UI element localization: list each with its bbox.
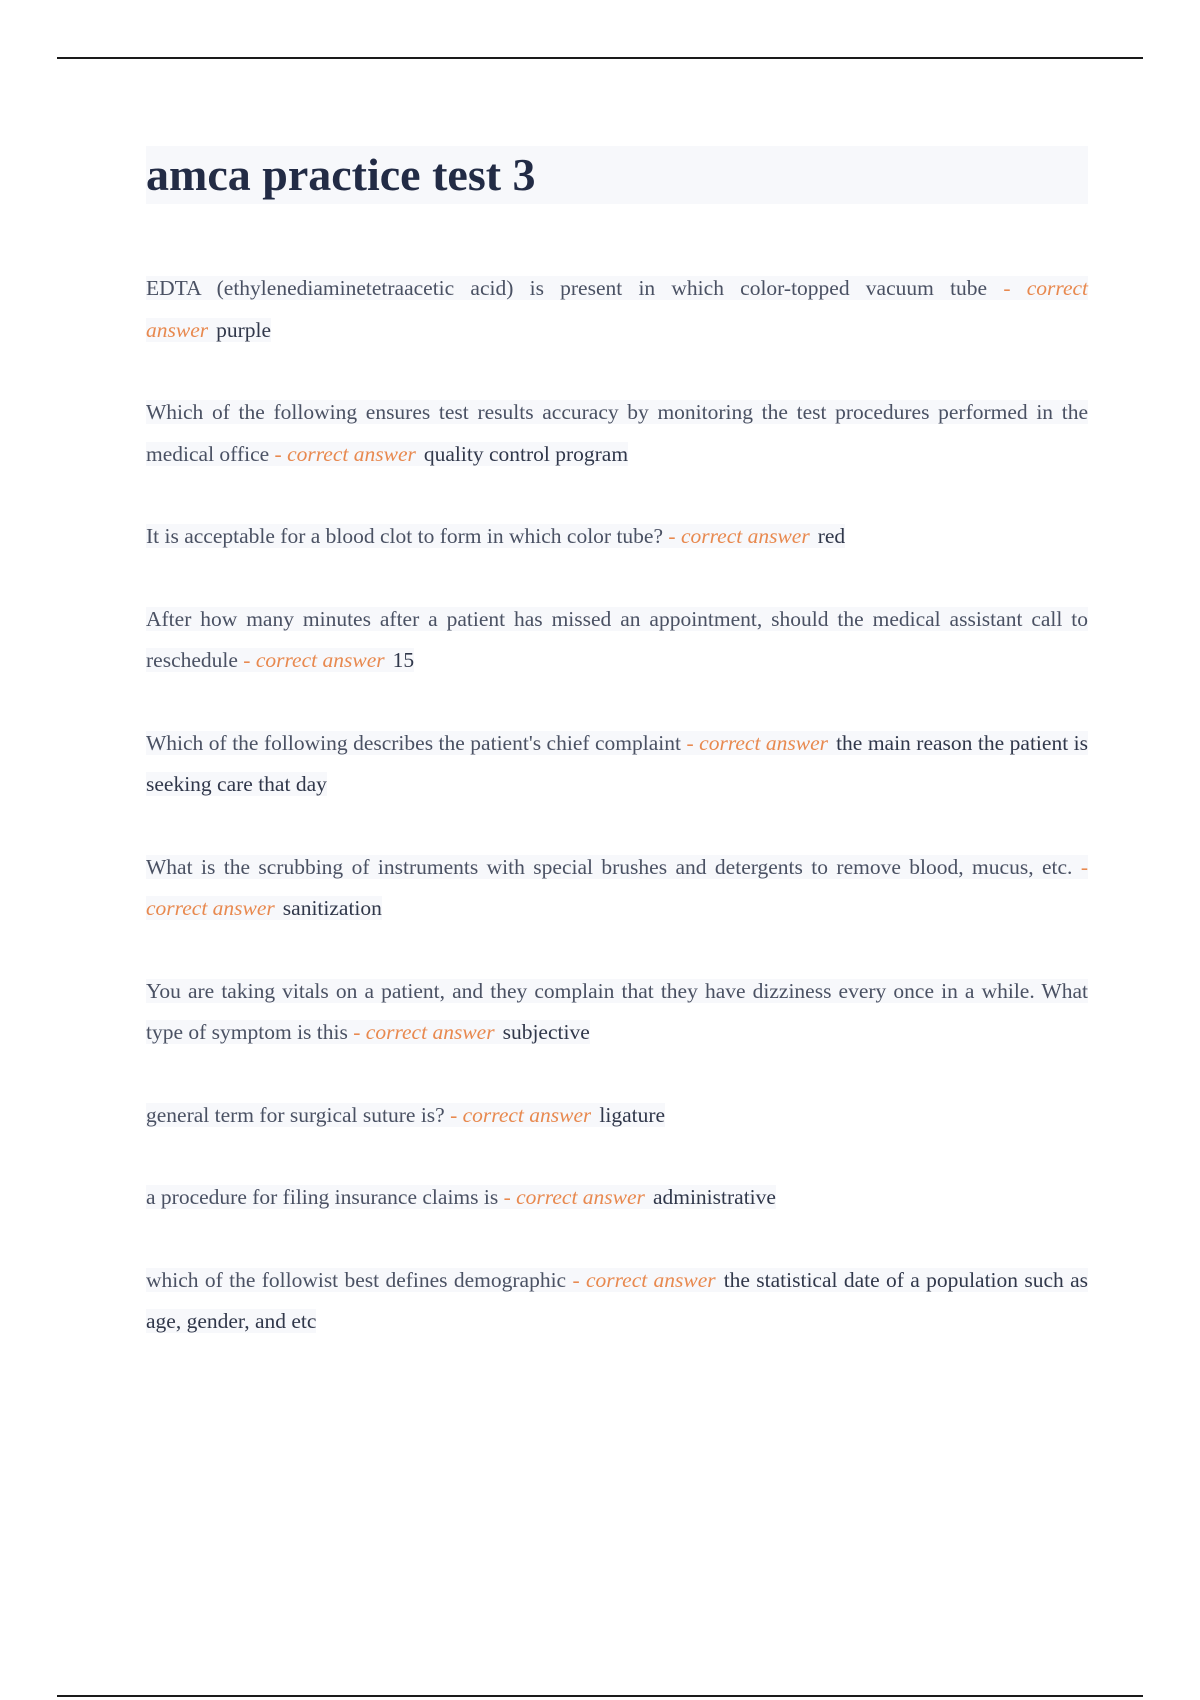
qa-item-7 — [146, 971, 1088, 1054]
qa-item-2 — [146, 392, 1088, 475]
correct-answer-tag: - correct answer — [353, 1020, 495, 1044]
answer-text: sanitization — [275, 896, 382, 920]
correct-answer-tag: - correct answer — [572, 1267, 716, 1292]
answer-text: administrative — [645, 1185, 776, 1209]
correct-answer-tag: - correct answer — [274, 441, 416, 466]
question-text: a procedure for filing insurance claims is — [146, 1185, 499, 1209]
qa-item-1 — [146, 268, 1088, 351]
question-text: general term for surgical suture is? — [146, 1102, 445, 1127]
answer-text: quality control program — [416, 442, 628, 466]
correct-answer-tag: - correct answer — [450, 1102, 592, 1127]
question-text: It is acceptable for a blood clot to form in which color tube? — [146, 524, 664, 548]
answer-text: purple — [208, 318, 271, 342]
correct-answer-tag: - correct answer — [686, 730, 829, 755]
correct-answer-tag: - correct answer — [146, 276, 1089, 342]
qa-list — [146, 268, 1088, 1343]
answer-text: subjective — [495, 1020, 590, 1044]
question-text: which of the followist best defines demographic — [146, 1267, 567, 1292]
qa-item-5 — [146, 723, 1088, 806]
question-text: Which of the following describes the patient's chief complaint — [146, 730, 681, 755]
page-bottom-rule — [57, 1695, 1143, 1697]
correct-answer-tag: - correct answer — [668, 524, 810, 548]
correct-answer-tag: - correct answer — [243, 648, 385, 672]
qa-item-10 — [146, 1260, 1088, 1343]
question-text: What is the scrubbing of instruments with special brushes and detergents to remove blood, mucus, etc. — [146, 854, 1073, 879]
document-title: amca practice test 3 — [146, 146, 1088, 204]
answer-text: red — [810, 524, 845, 548]
qa-item-8 — [146, 1095, 1088, 1137]
answer-text: the main reason the patient is seeking care that day — [146, 730, 1089, 796]
question-text: After how many minutes after a patient has missed an appointment, should the medical assistant call to reschedule — [146, 606, 1088, 672]
qa-item-4 — [146, 599, 1088, 682]
question-text: You are taking vitals on a patient, and they complain that they have dizziness every once in a while. What type of symptom is this — [146, 978, 1088, 1044]
page-top-rule — [57, 57, 1143, 59]
qa-item-6 — [146, 847, 1088, 930]
question-text: Which of the following ensures test results accuracy by monitoring the test procedures performed in the medical office — [146, 400, 1088, 466]
answer-text: ligature — [591, 1103, 665, 1127]
qa-item-9 — [146, 1177, 1088, 1219]
document-body — [146, 146, 1088, 1384]
correct-answer-tag: - correct answer — [146, 854, 1089, 920]
answer-text: the statistical date of a population such as age, gender, and etc — [146, 1267, 1089, 1333]
answer-text: 15 — [385, 648, 415, 672]
correct-answer-tag: - correct answer — [503, 1185, 645, 1209]
question-text: EDTA (ethylenediaminetetraacetic acid) is present in which color-topped vacuum tube — [146, 276, 988, 300]
qa-item-3 — [146, 516, 1088, 558]
